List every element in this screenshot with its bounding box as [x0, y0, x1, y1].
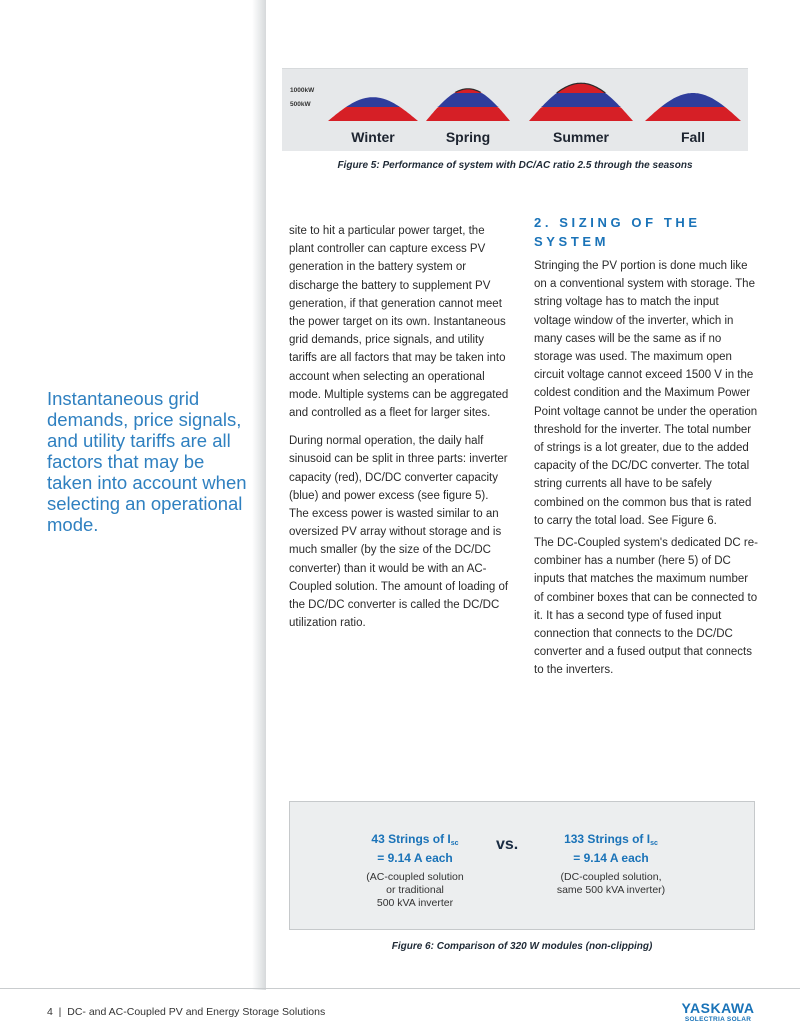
- power-band-spring-0: [426, 107, 510, 121]
- desc-line: (AC-coupled solution: [366, 871, 464, 883]
- desc-line: or traditional: [386, 884, 444, 896]
- ytick-label: 500kW: [290, 101, 311, 108]
- power-band-winter-0: [328, 107, 418, 121]
- power-band-fall-0: [645, 107, 741, 121]
- season-label: Spring: [445, 129, 491, 145]
- section-heading: 2. SIZING OF THE SYSTEM: [534, 215, 701, 249]
- pull-quote: Instantaneous grid demands, price signals, and utility tariffs are all factors that may be taken into account when selecting an operational mode.: [47, 388, 247, 535]
- body-paragraph: site to hit a particular power target, the plant controller can capture excess PV generation in the battery system or discharge the battery to supplement PV generation, if that generation cannot meet the power target on its own. Instantaneous grid demands, price signals, and utility tariffs are all factors that may be taken into account when selecting an operational mode. Multiple systems can be aggregated and controlled as a fleet for larger sites.: [289, 225, 509, 420]
- dc-strings-title: [536, 832, 686, 866]
- season-label: Winter: [351, 129, 395, 145]
- footer-divider: [0, 988, 800, 989]
- ac-strings-title: [340, 832, 490, 866]
- title-text: 133 Strings of I: [564, 832, 651, 846]
- power-band-summer-2: [529, 83, 633, 93]
- subscript: sc: [650, 840, 658, 847]
- season-label: Summer: [552, 129, 610, 145]
- figure-6-comparison-box: [289, 801, 755, 930]
- power-band-summer-0: [529, 107, 633, 121]
- figure-5-chart: [282, 68, 748, 151]
- yaskawa-logo: [680, 1001, 756, 1024]
- title-text: = 9.14 A each: [573, 851, 649, 865]
- dc-description: [536, 871, 686, 897]
- subscript: sc: [450, 840, 459, 847]
- right-column: [534, 213, 758, 680]
- desc-line: (DC-coupled solution,: [560, 871, 662, 883]
- power-band-spring-1: [426, 93, 510, 107]
- title-text: 43 Strings of I: [371, 832, 451, 846]
- logo-main-text: YASKAWA: [681, 1000, 755, 1016]
- body-paragraph: Stringing the PV portion is done much like on a conventional system with storage. The string voltage has to match the input voltage window of the inverter, which in many cases will be the same as if no storage was used. The maximum open circuit voltage cannot exceed 1500 V in the coldest condition and the Maximum Power Point voltage cannot be under the operation threshold for the inverter. The total number of strings is a lot greater, due to the added capacity of the DC/DC converter. The total string currents all have to be safely combined on the common bus that is rated to carry the total load. See Figure 6.: [534, 260, 758, 527]
- power-band-winter-1: [328, 97, 418, 107]
- desc-line: same 500 kVA inverter): [556, 884, 666, 896]
- ac-description: [340, 871, 490, 910]
- figure-5-caption: Figure 5: Performance of system with DC/AC ratio 2.5 through the seasons: [337, 160, 693, 171]
- body-paragraph: The DC-Coupled system's dedicated DC re-combiner has a number (here 5) of DC inputs that matches the maximum number of combiner boxes that can be connected to it. It has a second type of fused input connection that connects to the DC/DC converter and a fused output that connects to the inverters.: [534, 537, 758, 677]
- power-band-fall-1: [645, 93, 741, 107]
- footer-text: 4 | DC- and AC-Coupled PV and Energy Storage Solutions: [47, 1006, 326, 1018]
- title-text: = 9.14 A each: [377, 851, 453, 865]
- logo-sub-text: SOLECTRIA SOLAR: [684, 1016, 752, 1023]
- desc-line: 500 kVA inverter: [376, 897, 454, 909]
- versus-label: vs.: [496, 836, 519, 853]
- left-column: [289, 222, 511, 632]
- seasonal-power-chart: [282, 69, 748, 151]
- sidebar-divider: [252, 0, 266, 990]
- figure-6-caption: Figure 6: Comparison of 320 W modules (non-clipping): [391, 941, 653, 952]
- power-band-summer-1: [529, 93, 633, 107]
- ytick-label: 1000kW: [290, 87, 315, 94]
- power-band-spring-2: [426, 89, 510, 93]
- season-label: Fall: [680, 129, 706, 145]
- body-paragraph: During normal operation, the daily half sinusoid can be split in three parts: inverter capacity (red), DC/DC converter capacity (blue) and power excess (see figure 5). The excess power is wasted similar to an oversized PV array without storage and is much smaller (by the size of the DC/DC converter) than it would be with an AC-Coupled solution. The amount of loading of the DC/DC converter is called the DC/DC utilization ratio.: [289, 435, 509, 630]
